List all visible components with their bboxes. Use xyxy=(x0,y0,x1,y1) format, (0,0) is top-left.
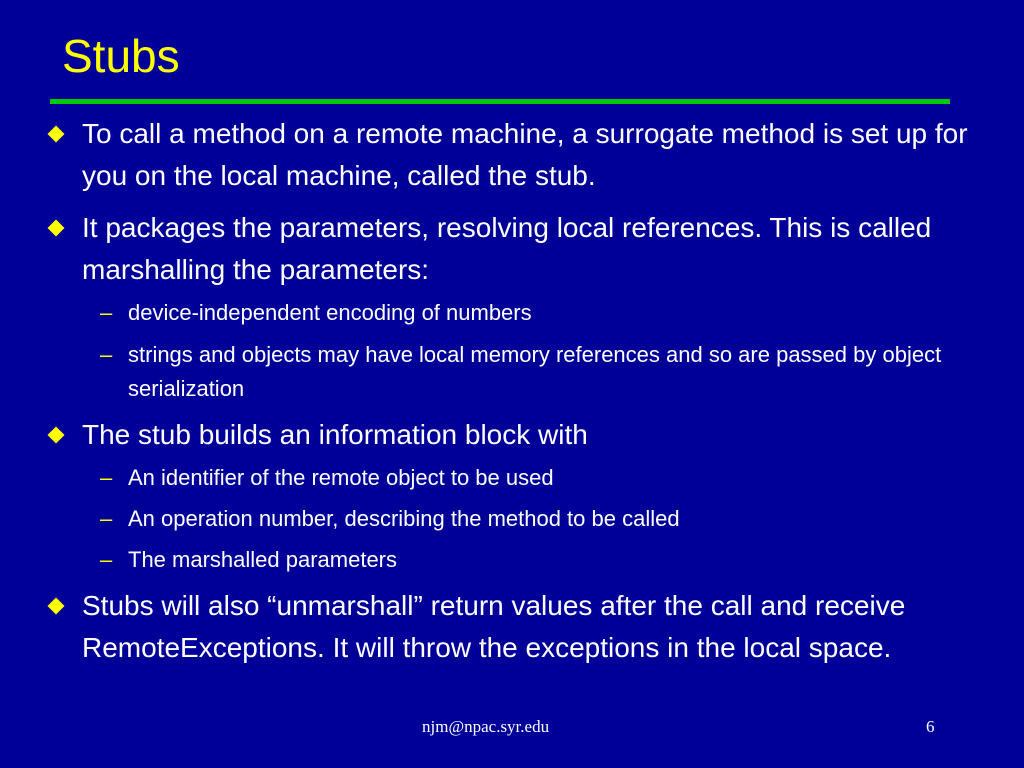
sub-bullet-item xyxy=(100,338,998,406)
diamond-bullet-icon xyxy=(48,598,65,615)
bullet-item xyxy=(82,414,1002,456)
sub-bullet-item xyxy=(100,461,998,495)
sub-bullet-text: An operation number, describing the method to be called xyxy=(128,506,680,531)
sub-bullet-text: strings and objects may have local memory references and so are passed by object serialization xyxy=(128,342,942,401)
dash-bullet-icon: – xyxy=(100,506,113,531)
diamond-bullet-icon xyxy=(48,427,65,444)
footer-email: njm@npac.syr.edu xyxy=(422,717,550,736)
dash-bullet-icon: – xyxy=(100,342,113,367)
dash-bullet-icon: – xyxy=(100,465,113,490)
slide-title: Stubs xyxy=(62,30,180,82)
dash-bullet-icon: – xyxy=(100,300,113,325)
sub-bullet-text: The marshalled parameters xyxy=(128,547,398,572)
dash-bullet-icon: – xyxy=(100,547,113,572)
bullet-text: It packages the parameters, resolving local references. This is called marshalling the parameters: xyxy=(82,212,932,285)
sub-bullet-item xyxy=(100,502,998,536)
sub-bullet-item xyxy=(100,296,998,330)
sub-bullet-text: An identifier of the remote object to be used xyxy=(128,465,554,490)
bullet-text: The stub builds an information block with xyxy=(82,419,588,450)
bullet-item xyxy=(82,585,1002,669)
bullet-text: To call a method on a remote machine, a surrogate method is set up for you on the local machine, called the stub. xyxy=(82,118,968,191)
sub-bullet-text: device-independent encoding of numbers xyxy=(128,300,532,325)
bullet-item xyxy=(82,207,1002,291)
diamond-bullet-icon xyxy=(48,126,65,143)
bullet-text: Stubs will also “unmarshall” return values after the call and receive RemoteExceptions. It will throw the exceptions in the local space. xyxy=(82,590,906,663)
bullet-item xyxy=(82,113,1002,197)
diamond-bullet-icon xyxy=(48,220,65,237)
footer-page-number: 6 xyxy=(926,717,935,736)
sub-bullet-item xyxy=(100,543,998,577)
